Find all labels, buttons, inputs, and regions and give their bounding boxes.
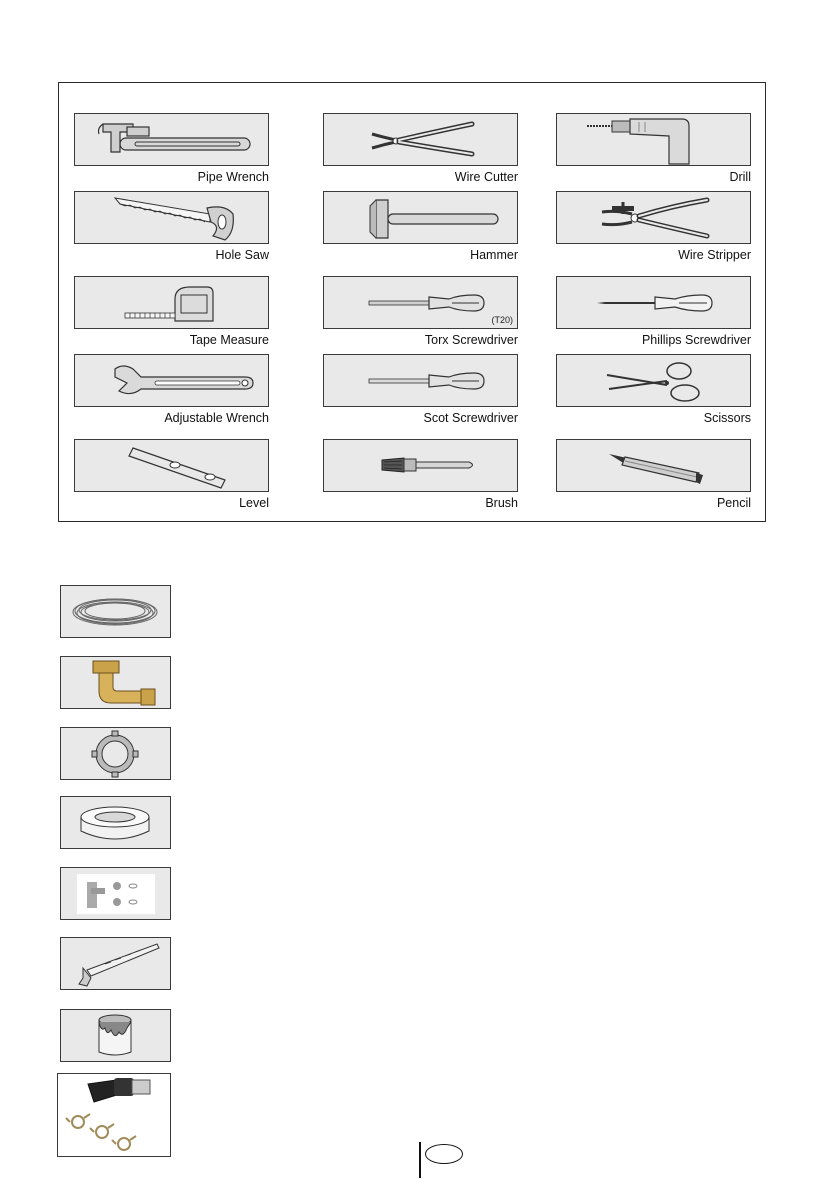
adjustable-wrench-icon — [75, 355, 269, 407]
fixings-kit-icon — [61, 868, 170, 919]
wire-stripper-icon — [557, 192, 751, 244]
tool-label: Brush — [485, 496, 518, 510]
tool-label: Scot Screwdriver — [423, 411, 518, 425]
tool-card-tape-measure — [74, 276, 269, 347]
lock-nut-icon — [61, 728, 170, 779]
tool-label: Wire Stripper — [678, 248, 751, 262]
tool-card-wire-stripper — [556, 191, 751, 262]
tool-card-hole-saw — [74, 191, 269, 262]
brush-icon — [324, 440, 518, 492]
supply-silicone-gun — [60, 937, 171, 990]
tool-card-phillips-screwdriver — [556, 276, 751, 347]
tool-card-scot-screwdriver — [323, 354, 518, 425]
phillips-screwdriver-icon — [557, 277, 751, 329]
paint-can-icon — [61, 1010, 170, 1061]
tool-label: Wire Cutter — [454, 170, 518, 184]
wire-cutter-icon — [324, 114, 518, 166]
tools-frame — [58, 82, 766, 522]
tool-card-level — [74, 439, 269, 510]
supply-paint-can — [60, 1009, 171, 1062]
tool-label: Hole Saw — [215, 248, 269, 262]
tool-card-wire-cutter — [323, 113, 518, 184]
hole-saw-icon — [75, 192, 269, 244]
supply-tape-roll — [60, 796, 171, 849]
wire-coil-icon — [61, 586, 170, 637]
supply-hose-clamps — [57, 1073, 171, 1157]
tool-label: Tape Measure — [189, 333, 269, 347]
elbow-fitting-icon — [61, 657, 170, 708]
tool-label: Phillips Screwdriver — [641, 333, 751, 347]
scissors-icon — [557, 355, 751, 407]
tape-roll-icon — [61, 797, 170, 848]
tool-label: Pencil — [716, 496, 751, 510]
tool-card-hammer — [323, 191, 518, 262]
tool-card-scissors — [556, 354, 751, 425]
torx-screwdriver-icon — [324, 277, 518, 329]
tool-label: Adjustable Wrench — [164, 411, 269, 425]
supply-wire-coil — [60, 585, 171, 638]
hose-clamps-icon — [58, 1074, 170, 1156]
hammer-icon — [324, 192, 518, 244]
tool-card-drill — [556, 113, 751, 184]
tool-card-adjustable-wrench — [74, 354, 269, 425]
tool-label: Drill — [729, 170, 751, 184]
silicone-gun-icon — [61, 938, 170, 989]
supply-elbow-fitting — [60, 656, 171, 709]
tool-card-brush — [323, 439, 518, 510]
tool-label: Hammer — [470, 248, 518, 262]
supply-fixings-kit — [60, 867, 171, 920]
scot-screwdriver-icon — [324, 355, 518, 407]
tool-label: Pipe Wrench — [197, 170, 269, 184]
language-badge — [425, 1144, 463, 1164]
drill-icon — [557, 114, 751, 166]
tool-label: Torx Screwdriver — [424, 333, 518, 347]
supply-lock-nut — [60, 727, 171, 780]
pencil-icon — [557, 440, 751, 492]
pipe-wrench-icon — [75, 114, 269, 166]
torx-size-note: (T20) — [491, 315, 513, 325]
tool-label: Scissors — [703, 411, 751, 425]
tool-card-pipe-wrench — [74, 113, 269, 184]
page-divider — [419, 1142, 421, 1178]
level-icon — [75, 440, 269, 492]
tool-card-pencil — [556, 439, 751, 510]
tool-label: Level — [239, 496, 269, 510]
tape-measure-icon — [75, 277, 269, 329]
tool-card-torx-screwdriver — [323, 276, 518, 347]
